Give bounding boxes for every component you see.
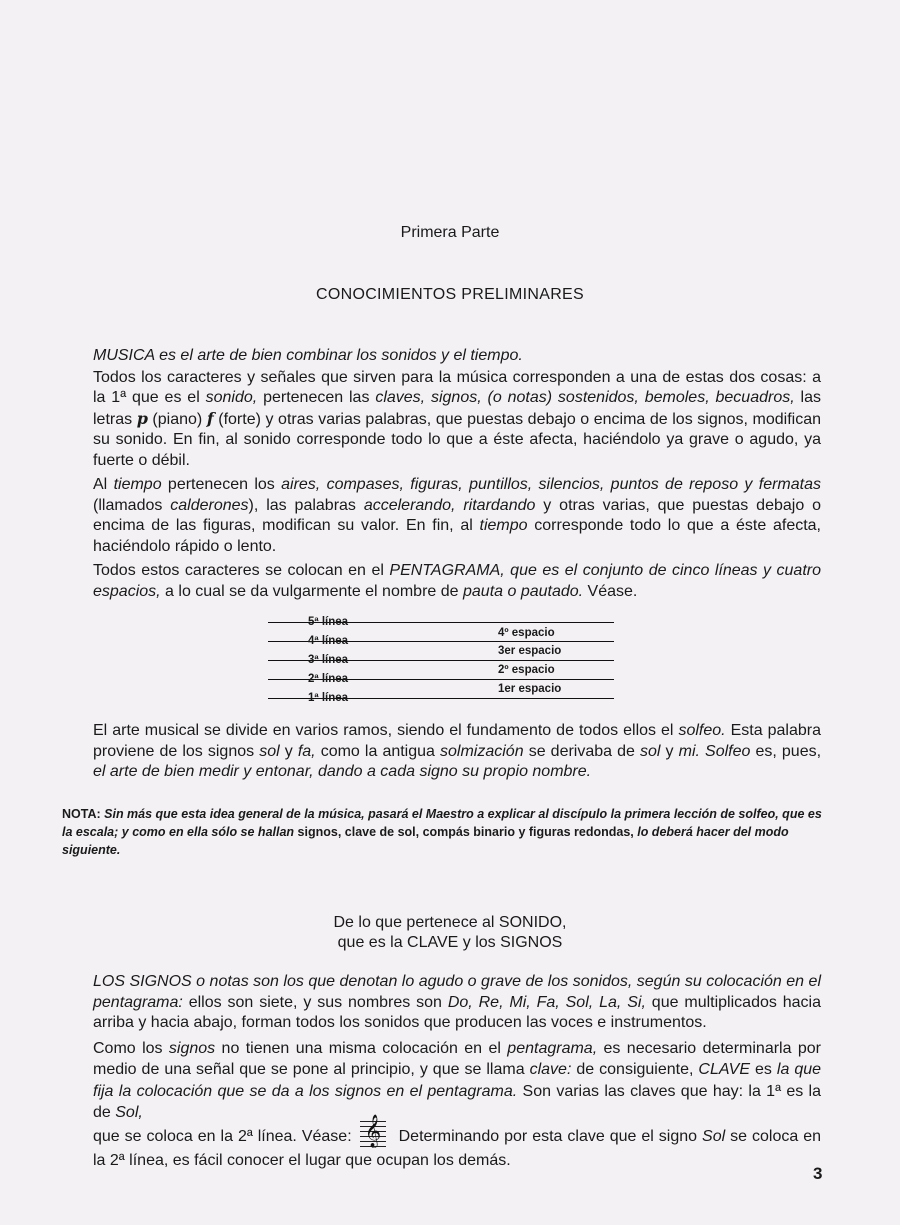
text-run: Todos estos caracteres se colocan en el	[93, 562, 390, 579]
text-run: y	[660, 742, 679, 760]
text-run: signos, clave de sol, compás binario y figuras redondas,	[294, 825, 634, 839]
text-run: claves, signos, (o notas) sostenidos, bemoles, becuadros,	[375, 389, 795, 406]
text-run: clave:	[529, 1061, 572, 1078]
paragraph-solfeo	[93, 721, 821, 783]
text-run: corresponde todo lo que a éste afecta, haciéndolo rápido o lento.	[93, 517, 822, 555]
forte-symbol: f	[206, 408, 214, 428]
text-run: que multiplicados hacia arriba y hacia abajo, forman todos los sonidos que producen las voces e instrumentos.	[93, 993, 822, 1031]
text-block-signos	[93, 972, 821, 1171]
treble-clef-icon: 𝄞	[360, 1121, 386, 1147]
paragraph-tiempo	[93, 475, 821, 557]
staff-space-label: 2º espacio	[498, 664, 555, 676]
paragraph-signos	[93, 972, 821, 1034]
staff-space-label: 3er espacio	[498, 645, 562, 657]
piano-symbol: p	[136, 408, 148, 428]
nota-block	[62, 805, 822, 859]
text-run: signos	[168, 1039, 216, 1057]
text-run: accelerando, ritardando	[363, 496, 536, 514]
text-run: el arte de bien medir y entonar, dando a cada signo su propio nombre.	[93, 763, 592, 780]
text-run: es, pues,	[750, 742, 822, 760]
text-run: las letras	[93, 389, 821, 428]
text-run: es	[750, 1061, 777, 1078]
text-run: tiempo	[479, 517, 528, 534]
text-run: solmización	[440, 742, 524, 760]
text-run: sol	[259, 742, 280, 760]
text-run: PENTAGRAMA, que es el conjunto de cinco líneas y cuatro espacios,	[93, 562, 821, 600]
text-run: solfeo.	[678, 722, 726, 739]
text-run: Como los	[93, 1039, 169, 1057]
text-run: no tienen una misma colocación en el	[215, 1039, 508, 1057]
staff-space-label: 4º espacio	[498, 627, 555, 639]
text-run: ellos son siete, y sus nombres son	[182, 993, 448, 1011]
text-run: a lo cual se da vulgarmente el nombre de	[160, 582, 463, 600]
text-run: Al	[93, 476, 114, 493]
text-run: sol	[640, 742, 661, 760]
text-run: se coloca en la 2ª línea, es fácil conocer el lugar que ocupan los demás.	[93, 1127, 822, 1169]
text-run: y otras varias, que puestas debajo o encima de las figuras, modifican su valor. En fin, al	[93, 496, 822, 534]
text-run: lo deberá hacer del modo siguiente.	[62, 825, 789, 857]
subsection-title-line: De lo que pertenece al SONIDO,	[333, 914, 567, 931]
text-block-solfeo	[93, 721, 821, 783]
text-run: aires, compases, figuras, puntillos, silencios, puntos de reposo y fermatas	[281, 476, 822, 493]
staff-line-label: 1ª línea	[308, 692, 349, 704]
text-run: fa,	[297, 742, 316, 760]
text-run: pertenecen los	[161, 476, 282, 493]
staff-line-label: 4ª línea	[308, 635, 349, 647]
text-run: Véase.	[583, 582, 638, 600]
page-number: 3	[813, 1164, 823, 1183]
text-run: Son varias las claves que hay: la 1ª es la de	[93, 1082, 822, 1121]
text-run: CLAVE	[698, 1061, 751, 1078]
text-run: pauta o pautado.	[463, 582, 584, 600]
definition-text: MUSICA es el arte de bien combinar los sonidos y el tiempo.	[93, 347, 523, 364]
text-run: mi. Solfeo	[678, 742, 751, 760]
text-run: es necesario determinarla por medio de una señal que se pone al principio, y que se llama	[93, 1039, 822, 1078]
section-title: CONOCIMIENTOS PRELIMINARES	[316, 286, 584, 303]
text-run: la que fija la colocación que se da a los signos en el pentagrama.	[93, 1061, 822, 1100]
text-run: ), las palabras	[248, 496, 364, 514]
text-run: calderones	[170, 496, 249, 514]
text-run: y	[279, 742, 298, 760]
text-run: que se coloca en la 2ª línea. Véase:	[93, 1127, 352, 1145]
paragraph-clave	[93, 1038, 821, 1172]
text-run: Sol	[702, 1127, 726, 1145]
text-run: Sin más que esta idea general de la música, pasará el Maestro a explicar al discípulo la primera lección de solfeo, que es la escala; y como en ella sólo se hallan	[62, 807, 822, 839]
text-run: (piano)	[147, 410, 207, 428]
text-run: sonido,	[205, 389, 258, 406]
part-title: Primera Parte	[400, 224, 500, 241]
text-block-intro	[93, 346, 821, 602]
text-run: Do, Re, Mi, Fa, Sol, La, Si,	[447, 993, 646, 1011]
text-run: (forte) y otras varias palabras, que puestas debajo o encima de los signos, modifican su sonido. En fin, al sonido corresponde todo lo que a éste afecta, haciéndolo ya grave o agudo, ya fuerte o débil.	[93, 410, 821, 469]
text-run: se derivaba de	[523, 742, 640, 760]
text-run: (llamados	[93, 496, 171, 514]
text-run: como la antigua	[315, 742, 441, 760]
subsection-title-line: que es la CLAVE y los SIGNOS	[337, 934, 563, 951]
staff-diagram	[268, 612, 614, 704]
staff-line-label: 3ª línea	[308, 654, 349, 666]
paragraph-caracteres	[93, 368, 821, 472]
paragraph-pentagrama	[93, 561, 821, 602]
text-run: Determinando por esta clave que el signo	[393, 1127, 703, 1145]
text-run: tiempo	[113, 476, 162, 493]
text-run: pentagrama,	[507, 1039, 598, 1057]
text-run: El arte musical se divide en varios ramos, siendo el fundamento de todos ellos el	[93, 722, 679, 739]
nota-label: NOTA:	[62, 807, 101, 821]
text-run: de consiguiente,	[571, 1061, 699, 1078]
staff-line-label: 5ª línea	[308, 616, 349, 628]
text-run: LOS SIGNOS o notas son los que denotan lo agudo o grave de los sonidos, según su colocación en el pentagrama:	[93, 973, 821, 1011]
text-run: Todos los caracteres y señales que sirven para la música corresponden a una de estas dos cosas: a la 1ª que es el	[93, 368, 821, 406]
text-run: Esta palabra proviene de los signos	[93, 722, 821, 760]
text-run: pertenecen las	[257, 389, 376, 406]
definition-paragraph	[93, 346, 821, 367]
text-run: Sol,	[115, 1104, 143, 1121]
staff-space-label: 1er espacio	[498, 683, 562, 695]
staff-line-label: 2ª línea	[308, 673, 349, 685]
subsection-title	[0, 913, 900, 953]
